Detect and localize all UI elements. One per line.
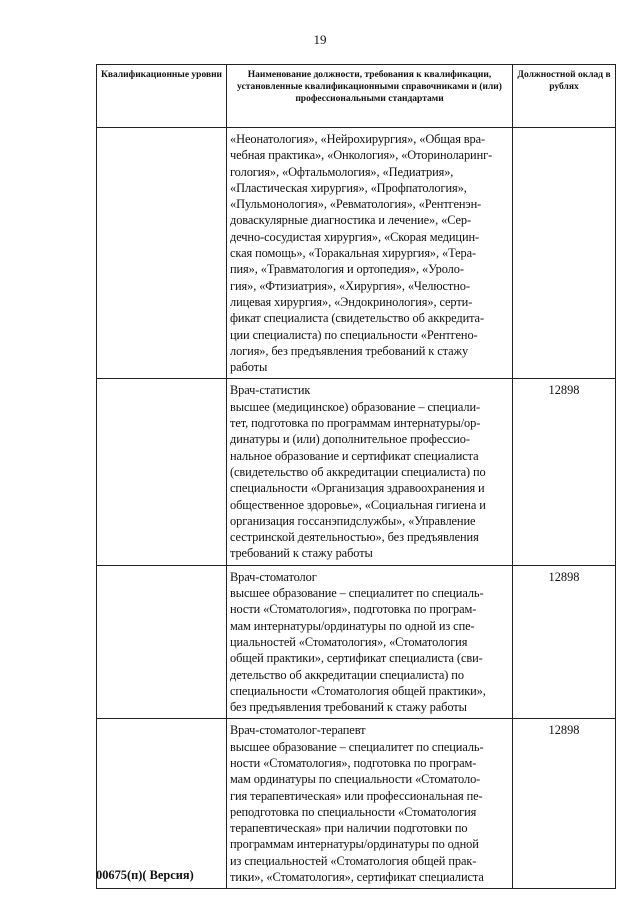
position-text: Врач-стоматолог-терапевт высшее образование – специалитет по специаль- ности «Стоматология», подготовка по програм- мам ординатуры по специальности «Стоматоло- гия терапевтическая» или профессиональная пе- реподготовка по специальности «Стоматология терапевтическая» при наличии подготовки по программам интернатуры/ординатуры по одной из специальностей «Стоматология общей прак- тики», «Стоматология», сертификат специалиста xyxy=(230,723,484,885)
page-number: 19 xyxy=(313,32,327,47)
position-text: Врач-статистик высшее (медицинское) образование – специали- тет, подготовка по программам интернатуры/ор- динатуры и (или) дополнительное профессио- нальное образование и сертификат специалиста (свидетельство об аккредитации специалиста) по специальности «Организация здравоохранения и общественное здоровье», «Социальная гигиена и организация госсанэпидслужбы», «Управление сестринской деятельностью», без предъявления требований к стажу работы xyxy=(230,383,486,561)
table-row xyxy=(97,128,616,379)
table-row xyxy=(97,565,616,719)
document-footer-code: 00675(п)( Версия) xyxy=(96,868,194,882)
level-cell xyxy=(97,128,227,379)
salary-value: 12898 xyxy=(548,569,580,584)
level-cell xyxy=(97,719,227,889)
position-text: «Неонатология», «Нейрохирургия», «Общая вра- чебная практика», «Онкология», «Оториноларинг- гология», «Офтальмология», «Педиатрия», «Пластическая хирургия», «Профпатология», «Пульмонология», «Ревматология», «Рентгенэн- доваскулярные диагностика и лечение», «Сер- дечно-сосудистая хирургия», «Скорая медицин- ская помощь», «Торакальная хирургия», «Тера- пия», «Травматология и ортопедия», «Уроло- гия», «Фтизиатрия», «Хирургия», «Челюстно- лицевая хирургия», «Эндокринология», серти- фикат специалиста (свидетельство об аккредита- ции специалиста) по специальности «Рентгено- логия», без предъявления требований к стажу работы xyxy=(230,132,493,375)
position-cell xyxy=(227,719,513,889)
salary-cell xyxy=(513,128,616,379)
header-position: Наименование должности, требования к квалификации, установленные квалификационными справочниками и (или) профессиональными стандартами xyxy=(227,65,513,128)
header-level: Квалификационные уровни xyxy=(97,65,227,128)
salary-cell xyxy=(513,565,616,719)
salary-cell xyxy=(513,719,616,889)
table-header-row xyxy=(97,65,616,128)
salary-cell xyxy=(513,379,616,565)
position-cell xyxy=(227,128,513,379)
level-cell xyxy=(97,379,227,565)
salary-value: 12898 xyxy=(548,723,580,738)
position-cell xyxy=(227,565,513,719)
qualification-table xyxy=(96,64,616,889)
table-row xyxy=(97,379,616,565)
level-cell xyxy=(97,565,227,719)
table-row xyxy=(97,719,616,889)
salary-value xyxy=(513,128,615,131)
header-salary: Должностной оклад в рублях xyxy=(513,65,616,128)
position-cell xyxy=(227,379,513,565)
salary-value: 12898 xyxy=(548,383,580,398)
position-text: Врач-стоматолог высшее образование – специалитет по специаль- ности «Стоматология», подготовка по програм- мам интернатуры/ординатуры по одной из спе- циальностей «Стоматология», «Стоматология общей практики», сертификат специалиста (сви- детельство об аккредитации специалиста) по специальности «Стоматология общей практики», без предъявления требований к стажу работы xyxy=(230,569,486,715)
